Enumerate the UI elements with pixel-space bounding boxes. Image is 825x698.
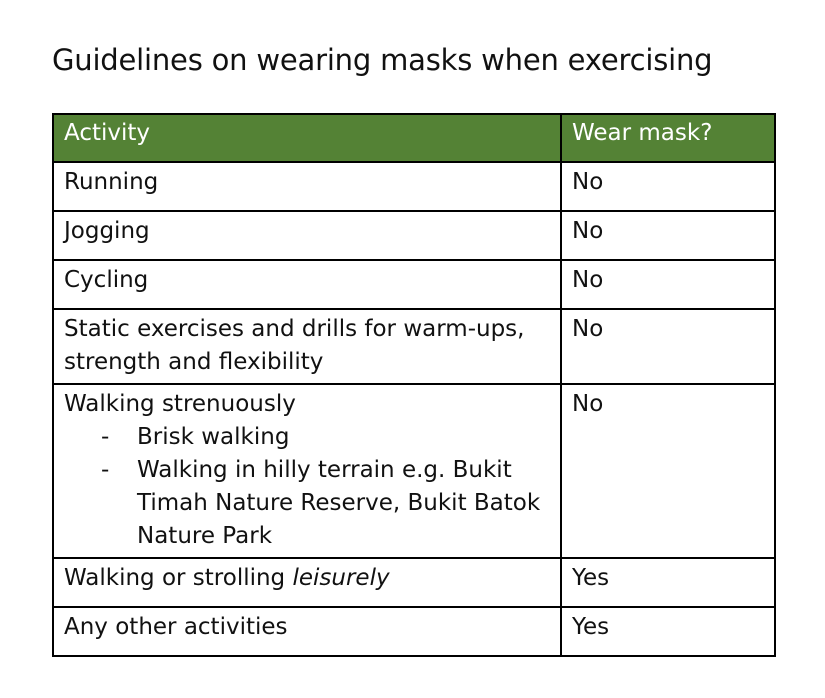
- table-row: [53, 260, 775, 309]
- mask-cell: No: [561, 162, 775, 211]
- mask-cell: Yes: [561, 607, 775, 656]
- dash-marker: -: [101, 457, 110, 483]
- mask-cell: No: [561, 309, 775, 384]
- table-row: [53, 384, 775, 558]
- activity-line: Static exercises and drills for warm-ups,: [64, 316, 525, 342]
- mask-cell: No: [561, 211, 775, 260]
- sub-item-line: Walking in hilly terrain e.g. Bukit: [137, 457, 512, 483]
- sub-item-line: Timah Nature Reserve, Bukit Batok: [137, 490, 541, 516]
- dash-marker: -: [101, 424, 110, 450]
- mask-cell: No: [561, 384, 775, 558]
- table-header-row: [53, 114, 775, 162]
- activity-cell: [53, 558, 561, 607]
- sub-item-line: Brisk walking: [137, 424, 290, 450]
- activity-line: strength and flexibility: [64, 349, 324, 375]
- table-row: [53, 211, 775, 260]
- activity-cell: Jogging: [53, 211, 561, 260]
- table-row: [53, 309, 775, 384]
- activity-text: Walking or strolling: [64, 565, 293, 591]
- activity-cell: Running: [53, 162, 561, 211]
- sub-item-line: Nature Park: [137, 523, 273, 549]
- activity-cell: [53, 384, 561, 558]
- header-activity: Activity: [53, 114, 561, 162]
- header-wear-mask: Wear mask?: [561, 114, 775, 162]
- mask-cell: Yes: [561, 558, 775, 607]
- activity-cell: Cycling: [53, 260, 561, 309]
- activity-line: Walking strenuously: [64, 391, 296, 417]
- activity-emphasis: leisurely: [292, 565, 390, 591]
- activity-cell: Any other activities: [53, 607, 561, 656]
- page-title: Guidelines on wearing masks when exercising: [52, 43, 713, 77]
- mask-guidelines-table: [52, 113, 776, 657]
- list-item: [64, 421, 550, 454]
- table-row: [53, 558, 775, 607]
- mask-cell: No: [561, 260, 775, 309]
- list-item: [64, 454, 550, 553]
- activity-sub-list: [64, 421, 550, 553]
- activity-cell: [53, 309, 561, 384]
- table-row: [53, 162, 775, 211]
- table-row: [53, 607, 775, 656]
